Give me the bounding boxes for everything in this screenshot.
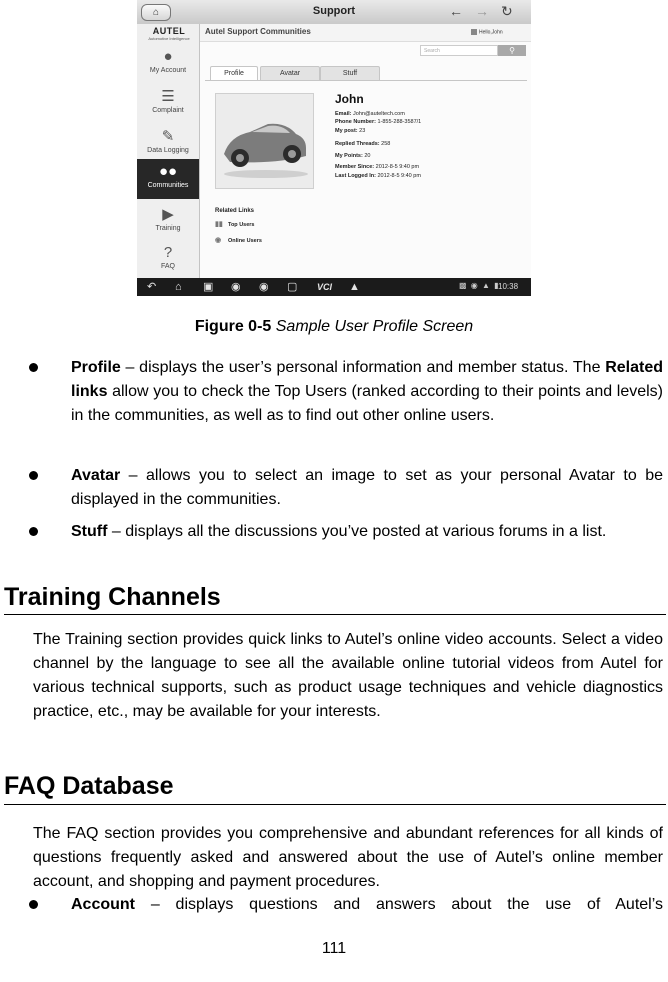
bullet-account: Account – displays questions and answers about the use of Autel’s	[71, 896, 663, 913]
user-icon	[471, 29, 477, 35]
training-body: The Training section provides quick links to Autel’s online video accounts. Select a video channel by the language to see all the available online tutorial videos from Autel for various technical supports, such as product usage techniques and vehicle diagnostics practice, etc., may be available for your interests.	[33, 631, 663, 720]
profile-member-since: Member Since: 2012-8-5 9:40 pm	[335, 164, 420, 170]
tab-divider	[205, 80, 527, 81]
sidebar-item-label: Communities	[147, 182, 189, 189]
bullet-stuff: Stuff – displays all the discussions you’ve posted at various forums in a list.	[71, 523, 607, 540]
faq-body: The FAQ section provides you comprehensive and abundant references for all kinds of questions frequently asked and answered about the use of Autel’s online member account, and shopping and payment procedures.	[33, 825, 663, 890]
forward-arrow-icon[interactable]: →	[475, 3, 489, 19]
related-link-online-users[interactable]: ◉ Online Users	[215, 237, 262, 244]
related-links-title: Related Links	[215, 208, 255, 214]
profile-email: Email: John@auteltech.com	[335, 111, 405, 117]
status-icons: ▩ ◉ ▲ ▮	[459, 281, 500, 290]
profile-phone: Phone Number: 1-855-288-3587/1	[335, 119, 422, 125]
user-greeting[interactable]	[471, 29, 503, 35]
home-icon[interactable]: ⌂	[141, 4, 171, 21]
volume-icon[interactable]: ▢	[287, 281, 298, 293]
heading-faq-database: FAQ Database	[4, 772, 174, 800]
data-logging-icon: ✎	[161, 128, 175, 145]
clock: 10:38	[498, 282, 519, 291]
content-panel	[200, 24, 531, 278]
app-top-bar	[137, 0, 531, 25]
profile-photo	[215, 93, 314, 189]
tab-avatar[interactable]: Avatar	[260, 66, 320, 80]
heading-training-channels: Training Channels	[4, 583, 221, 611]
home-icon[interactable]: ⌂	[175, 281, 182, 293]
question-icon: ?	[163, 244, 173, 261]
sidebar-item-faq[interactable]	[137, 240, 199, 280]
profile-last-logged-in: Last Logged In: 2012-8-5 9:40 pm	[335, 173, 421, 179]
brand-logo	[141, 26, 197, 41]
brand-name: AUTEL	[152, 26, 186, 36]
sidebar-item-training[interactable]	[137, 202, 199, 242]
bullet-avatar: Avatar – allows you to select an image to set as your personal Avatar to be displayed in the communities.	[71, 467, 663, 508]
system-navigation-bar	[137, 278, 531, 296]
screenshot-figure	[137, 0, 531, 296]
vci-icon[interactable]: VCI	[317, 282, 333, 292]
bar-chart-icon: ▮▮	[215, 221, 223, 228]
figure-caption: Figure 0-5 Sample User Profile Screen	[194, 318, 474, 335]
communities-icon: ●●	[158, 163, 178, 180]
hello-text: Hello,John	[479, 29, 503, 36]
sidebar-item-label: FAQ	[160, 263, 175, 270]
back-icon[interactable]: ↶	[147, 281, 157, 293]
tab-stuff[interactable]: Stuff	[320, 66, 380, 80]
brand-tagline: Automotive Intelligence	[148, 36, 190, 41]
bullet-profile: Profile – displays the user’s personal information and member status. The Related links allow you to check the Top Users (ranked according to their points and levels) in the communities, as well as to find out other online users.	[71, 359, 663, 424]
search-button[interactable]	[498, 45, 526, 56]
sidebar-item-communities[interactable]	[137, 159, 199, 199]
back-arrow-icon[interactable]: ←	[449, 3, 463, 19]
sidebar-item-data-logging[interactable]	[137, 124, 199, 164]
profile-points: My Points: 20	[335, 153, 371, 159]
person-icon: ●	[163, 48, 173, 65]
content-header	[200, 24, 531, 42]
tab-profile[interactable]: Profile	[210, 66, 258, 81]
browser-icon[interactable]: ◉	[231, 281, 241, 293]
search-icon: ⚲	[509, 46, 515, 55]
app-title: Support	[312, 5, 356, 17]
sidebar-item-label: My Account	[149, 67, 187, 74]
page-number: 111	[321, 940, 347, 957]
profile-name: John	[335, 92, 364, 106]
search-input[interactable]: Search	[420, 45, 498, 56]
profile-replied-threads: Replied Threads: 258	[335, 141, 391, 147]
bullet-icon	[29, 527, 38, 536]
car-photo-icon	[216, 94, 313, 188]
heading-rule	[4, 804, 666, 805]
complaint-icon: ☰	[161, 88, 175, 105]
sidebar-item-label: Data Logging	[147, 147, 189, 154]
sidebar-item-complaint[interactable]	[137, 84, 199, 124]
sidebar-item-label: Training	[155, 225, 181, 232]
online-users-icon: ◉	[215, 237, 222, 244]
sidebar-item-my-account[interactable]	[137, 44, 199, 84]
refresh-icon[interactable]: ↻	[501, 3, 513, 19]
profile-posts: My post: 23	[335, 128, 366, 134]
bullet-icon	[29, 900, 38, 909]
related-link-top-users[interactable]: ▮▮ Top Users	[215, 221, 255, 228]
sidebar-item-label: Complaint	[152, 107, 184, 114]
sidebar	[137, 24, 200, 278]
car-icon[interactable]: ▲	[349, 281, 360, 293]
bullet-icon	[29, 363, 38, 372]
play-icon: ▶	[162, 206, 174, 223]
heading-rule	[4, 614, 666, 615]
recent-apps-icon[interactable]: ▣	[203, 281, 214, 293]
bullet-icon	[29, 471, 38, 480]
camera-icon[interactable]: ◉	[259, 281, 269, 293]
content-title: Autel Support Communities	[205, 27, 311, 36]
